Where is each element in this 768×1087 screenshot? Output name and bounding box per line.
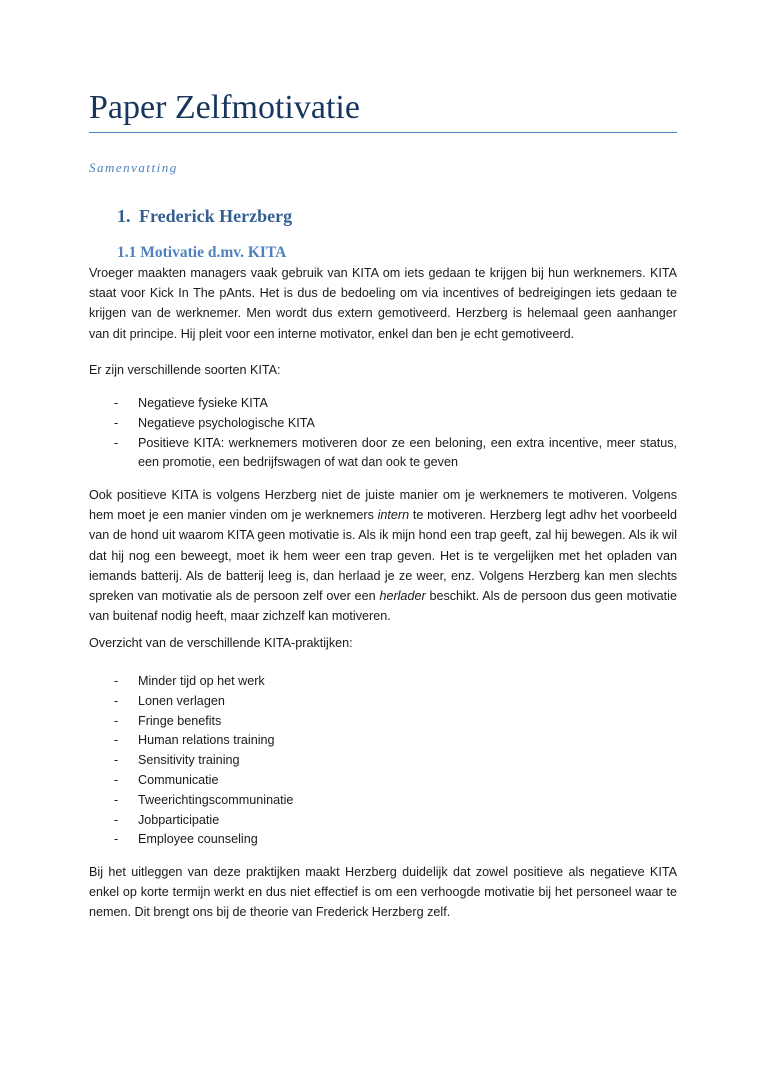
list-item: - Positieve KITA: werknemers motiveren door ze een beloning, een extra incentive, meer status, een promotie, een bedrijfswagen of wat dan ook te geven	[114, 435, 677, 470]
list-marker: -	[114, 753, 119, 768]
list-item: - Fringe benefits	[89, 712, 677, 732]
list-marker: -	[114, 812, 119, 827]
list-item: - Minder tijd op het werk	[89, 672, 677, 692]
list-marker: -	[114, 435, 119, 450]
list-item: - Communicatie	[89, 771, 677, 791]
paragraph-overview: Overzicht van de verschillende KITA-praktijken:	[89, 636, 353, 650]
paragraph-intro: Vroeger maakten managers vaak gebruik van KITA om iets gedaan te krijgen bij hun werknemers. KITA staat voor Kick In The pAnts. Het is dus de bedoeling om via incentives of bedreigingen iets gedaan te krijgen van de werknemer. Men wordt dus extern gemotiveerd. Herzberg is helemaal geen aanhanger van dit principe. Hij pleit voor een interne motivator, enkel dan ben je echt gemotiveerd.	[89, 266, 677, 341]
document-title: Paper Zelfmotivatie	[89, 88, 677, 133]
list-marker: -	[114, 693, 119, 708]
paragraph-positive-kita: Ook positieve KITA is volgens Herzberg niet de juiste manier om je werknemers te motiveren. Volgens hem moet je een manier vinden om je werknemers intern te motiveren. Herzberg legt adhv het voorbeeld van de hond uit waarom KITA geen motivatie is. Als ik mijn hond een trap geeft, zal hij bewegen. Als ik wil dat hij nog een beweegt, moet ik hem weer een trap geven. Het is te vergelijken met het opladen van iemands batterij. Als de batterij leeg is, dan herlaad je ze weer, enz. Volgens Herzberg kan men slechts spreken van motivatie als de persoon zelf over een herlader beschikt. Als de persoon dus geen motivatie van buitenaf nodig heeft, maar zichzelf kan motiveren.	[89, 488, 677, 624]
document-subtitle: Samenvatting	[89, 160, 178, 175]
kita-practices-list	[89, 672, 677, 850]
list-item: - Jobparticipatie	[89, 811, 677, 831]
list-item: - Lonen verlagen	[89, 692, 677, 712]
list-marker: -	[114, 674, 119, 688]
heading-1-text: Frederick Herzberg	[139, 206, 293, 226]
list-marker: -	[114, 415, 119, 430]
emphasis-intern: intern	[377, 508, 410, 523]
kita-types-list	[89, 394, 677, 473]
list-item: - Negatieve psychologische KITA	[89, 414, 677, 434]
list-marker: -	[114, 733, 119, 748]
list-item: - Tweerichtingscommuninatie	[89, 791, 677, 811]
list-item: - Negatieve fysieke KITA	[89, 394, 677, 414]
list-item: - Sensitivity training	[89, 751, 677, 771]
paragraph-kita-types: Er zijn verschillende soorten KITA:	[89, 363, 281, 377]
emphasis-herlader: herlader	[379, 589, 426, 604]
paragraph-conclusion: Bij het uitleggen van deze praktijken maakt Herzberg duidelijk dat zowel positieve als negatieve KITA enkel op korte termijn werkt en dus niet effectief is om een verhoogde motivatie bij het personeel waar te nemen. Dit brengt ons bij de theorie van Frederick Herzberg zelf.	[89, 865, 677, 920]
heading-1-number: 1.	[117, 206, 131, 226]
list-marker: -	[114, 396, 119, 410]
list-marker: -	[114, 713, 119, 728]
heading-2: 1.1 Motivatie d.mv. KITA	[117, 244, 287, 261]
heading-1	[117, 206, 292, 227]
list-item: - Human relations training	[89, 731, 677, 751]
list-marker: -	[114, 792, 119, 807]
list-item: - Employee counseling	[89, 830, 677, 850]
list-marker: -	[114, 772, 119, 787]
list-marker: -	[114, 832, 119, 847]
